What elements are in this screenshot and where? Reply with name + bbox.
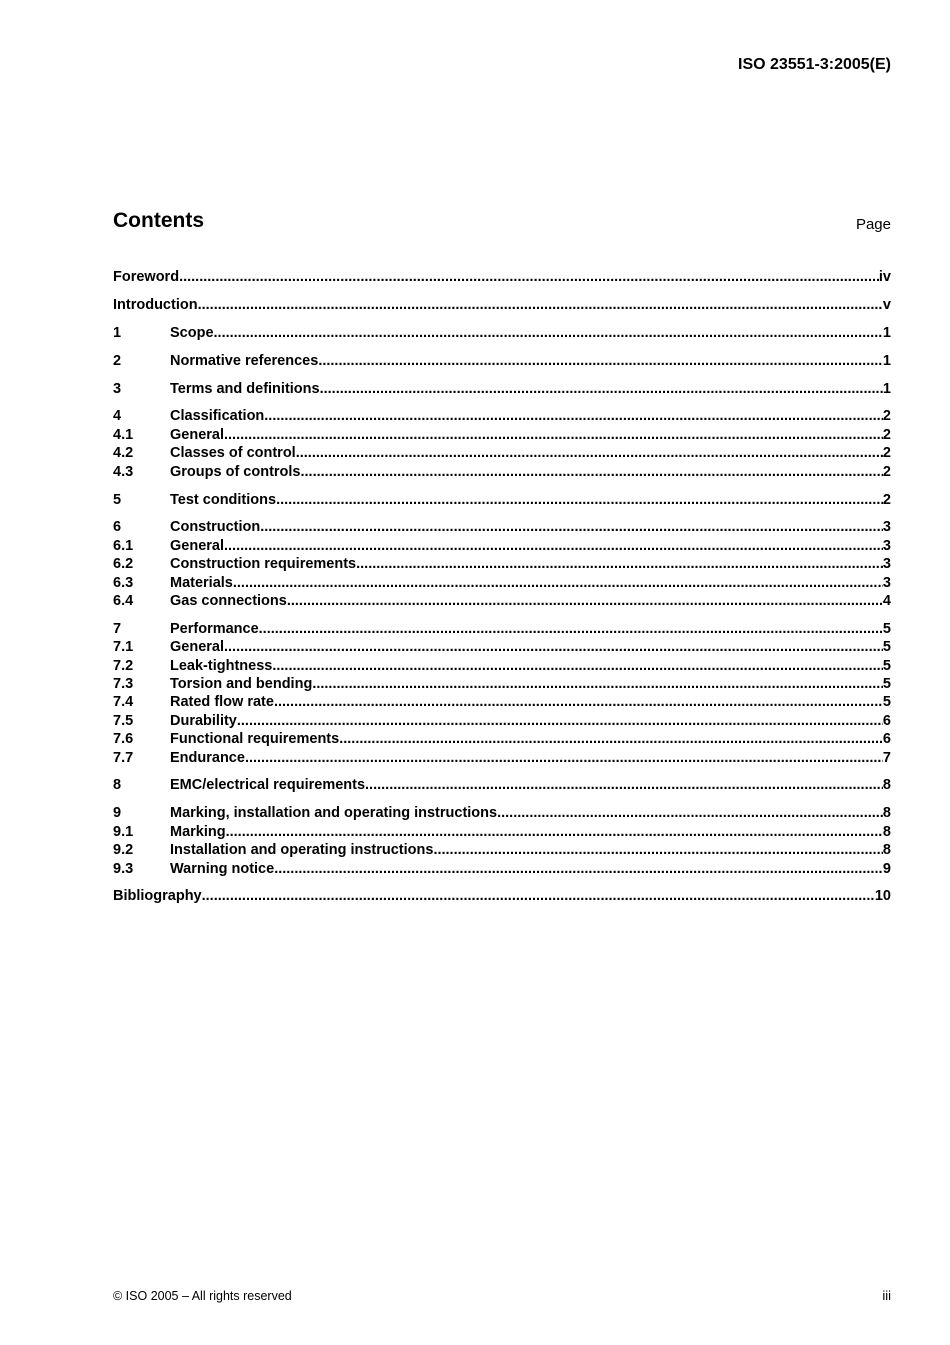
toc-entry-page: 8 bbox=[882, 842, 891, 859]
toc-entry-page: 3 bbox=[882, 574, 891, 591]
toc-entry-number: 6.3 bbox=[113, 574, 134, 591]
toc-leader-dots bbox=[233, 575, 883, 591]
toc-entry-page: 2 bbox=[882, 426, 891, 443]
toc-leader-dots bbox=[226, 824, 883, 840]
toc-entry[interactable] bbox=[113, 464, 891, 482]
toc-entry-label: Classes of control bbox=[170, 445, 296, 462]
toc-entry-number: 7 bbox=[113, 620, 122, 637]
toc-entry-label: Foreword bbox=[113, 269, 180, 285]
toc-entry-page: 3 bbox=[882, 519, 891, 536]
toc-leader-dots bbox=[274, 861, 883, 877]
toc-entry[interactable] bbox=[113, 750, 891, 768]
toc-entry-page: 2 bbox=[882, 408, 891, 425]
toc-entry-number: 6.4 bbox=[113, 592, 134, 609]
toc-entry[interactable] bbox=[113, 427, 891, 445]
toc-entry-label: Marking bbox=[170, 823, 226, 840]
toc-entry-number: 2 bbox=[113, 352, 122, 369]
toc-entry-page: 10 bbox=[874, 888, 891, 905]
toc-entry-label: Warning notice bbox=[170, 860, 275, 877]
toc-entry-page: 1 bbox=[882, 380, 891, 397]
toc-entry[interactable] bbox=[113, 777, 891, 795]
toc-entry-page: 7 bbox=[882, 749, 891, 766]
toc-entry-page: 8 bbox=[882, 823, 891, 840]
toc-entry-label: Installation and operating instructions bbox=[170, 842, 434, 859]
toc-entry-label: Marking, installation and operating instructions bbox=[170, 805, 498, 822]
toc-leader-dots bbox=[224, 639, 883, 655]
toc-leader-dots bbox=[224, 538, 883, 554]
toc-entry-label: Endurance bbox=[170, 749, 245, 766]
toc-entry-page: 5 bbox=[882, 639, 891, 656]
toc-entry-label: Scope bbox=[170, 324, 214, 341]
toc-entry-page: 5 bbox=[882, 620, 891, 637]
toc-entry-number: 6 bbox=[113, 519, 122, 536]
toc-entry-label: Rated flow rate bbox=[170, 694, 274, 711]
toc-entry[interactable] bbox=[113, 658, 891, 676]
toc-leader-dots bbox=[320, 381, 883, 397]
toc-entry-number: 7.3 bbox=[113, 676, 134, 693]
toc-leader-dots bbox=[198, 297, 883, 313]
toc-entry[interactable] bbox=[113, 731, 891, 749]
toc-entry[interactable] bbox=[113, 297, 891, 315]
toc-entry-label: Functional requirements bbox=[170, 731, 340, 748]
toc-entry-number: 7.5 bbox=[113, 712, 134, 729]
footer-copyright: © ISO 2005 – All rights reserved bbox=[113, 1289, 292, 1303]
toc-leader-dots bbox=[356, 556, 883, 572]
toc-entry-page: 5 bbox=[882, 657, 891, 674]
toc-leader-dots bbox=[260, 519, 883, 535]
toc-entry-number: 7.6 bbox=[113, 731, 134, 748]
toc-entry[interactable] bbox=[113, 269, 891, 287]
toc-leader-dots bbox=[259, 621, 883, 637]
toc-entry-label: Introduction bbox=[113, 296, 198, 313]
toc-leader-dots bbox=[301, 464, 883, 480]
toc-entry-page: v bbox=[882, 296, 891, 313]
toc-entry[interactable] bbox=[113, 593, 891, 611]
toc-entry-number: 9.3 bbox=[113, 860, 134, 877]
toc-entry[interactable] bbox=[113, 519, 891, 537]
toc-leader-dots bbox=[202, 888, 875, 904]
toc-entry[interactable] bbox=[113, 621, 891, 639]
table-of-contents bbox=[113, 269, 891, 907]
toc-entry-number: 9.1 bbox=[113, 823, 134, 840]
toc-entry[interactable] bbox=[113, 713, 891, 731]
toc-leader-dots bbox=[224, 427, 883, 443]
toc-leader-dots bbox=[274, 694, 883, 710]
toc-entry-number: 7.7 bbox=[113, 749, 134, 766]
toc-entry-number: 1 bbox=[113, 324, 122, 341]
toc-entry-number: 5 bbox=[113, 491, 122, 508]
toc-entry-page: 1 bbox=[882, 324, 891, 341]
toc-entry-number: 9 bbox=[113, 805, 122, 822]
toc-entry-number: 7.4 bbox=[113, 694, 134, 711]
toc-entry-page: 6 bbox=[882, 712, 891, 729]
toc-entry-label: Construction requirements bbox=[170, 556, 357, 573]
toc-leader-dots bbox=[339, 731, 883, 747]
toc-entry[interactable] bbox=[113, 538, 891, 556]
toc-entry-label: General bbox=[170, 639, 224, 656]
toc-entry-label: Classification bbox=[170, 408, 265, 425]
toc-entry-page: 1 bbox=[882, 352, 891, 369]
toc-leader-dots bbox=[237, 713, 883, 729]
toc-leader-dots bbox=[245, 750, 883, 766]
toc-entry-page: 9 bbox=[882, 860, 891, 877]
toc-entry-label: Groups of controls bbox=[170, 463, 301, 480]
page-column-label: Page bbox=[855, 216, 891, 233]
toc-entry-page: 6 bbox=[882, 731, 891, 748]
toc-entry-label: General bbox=[170, 426, 224, 443]
toc-entry[interactable] bbox=[113, 676, 891, 694]
toc-entry-number: 6.2 bbox=[113, 556, 134, 573]
document-id: ISO 23551-3:2005(E) bbox=[738, 56, 891, 73]
toc-entry[interactable] bbox=[113, 842, 891, 860]
toc-entry-number: 7.1 bbox=[113, 639, 134, 656]
toc-entry-number: 8 bbox=[113, 777, 122, 794]
toc-leader-dots bbox=[497, 805, 883, 821]
toc-entry-number: 4.2 bbox=[113, 445, 134, 462]
toc-leader-dots bbox=[433, 842, 882, 858]
toc-entry-label: General bbox=[170, 537, 224, 554]
toc-leader-dots bbox=[276, 492, 883, 508]
toc-entry[interactable] bbox=[113, 861, 891, 879]
toc-leader-dots bbox=[214, 325, 883, 341]
toc-entry-label: Gas connections bbox=[170, 592, 287, 609]
toc-entry-number: 6.1 bbox=[113, 537, 134, 554]
toc-entry[interactable] bbox=[113, 325, 891, 343]
toc-entry[interactable] bbox=[113, 639, 891, 657]
toc-leader-dots bbox=[272, 658, 883, 674]
toc-leader-dots bbox=[318, 353, 883, 369]
toc-entry-page: 2 bbox=[882, 463, 891, 480]
contents-title: Contents bbox=[113, 209, 204, 232]
toc-leader-dots bbox=[287, 593, 883, 609]
toc-entry-page: 3 bbox=[882, 537, 891, 554]
toc-entry-number: 7.2 bbox=[113, 657, 134, 674]
toc-entry-label: Normative references bbox=[170, 352, 319, 369]
toc-entry-page: 2 bbox=[882, 445, 891, 462]
toc-entry[interactable] bbox=[113, 445, 891, 463]
toc-entry-page: 4 bbox=[882, 592, 891, 609]
toc-entry-label: Terms and definitions bbox=[170, 380, 320, 397]
toc-entry-label: Torsion and bending bbox=[170, 676, 313, 693]
toc-leader-dots bbox=[296, 445, 883, 461]
toc-entry[interactable] bbox=[113, 824, 891, 842]
toc-entry[interactable] bbox=[113, 556, 891, 574]
toc-entry-label: Test conditions bbox=[170, 491, 277, 508]
toc-leader-dots bbox=[365, 777, 883, 793]
toc-leader-dots bbox=[264, 408, 883, 424]
toc-entry-number: 4 bbox=[113, 408, 122, 425]
toc-entry-label: Materials bbox=[170, 574, 233, 591]
toc-entry[interactable] bbox=[113, 888, 891, 906]
toc-entry[interactable] bbox=[113, 353, 891, 371]
toc-entry-number: 4.3 bbox=[113, 463, 134, 480]
toc-entry-label: Performance bbox=[170, 620, 259, 637]
toc-leader-dots bbox=[179, 269, 879, 285]
toc-entry-label: EMC/electrical requirements bbox=[170, 777, 366, 794]
toc-entry[interactable] bbox=[113, 694, 891, 712]
toc-entry-page: 3 bbox=[882, 556, 891, 573]
toc-entry-page: 5 bbox=[882, 694, 891, 711]
toc-entry-page: 2 bbox=[882, 491, 891, 508]
toc-entry-label: Construction bbox=[170, 519, 261, 536]
footer-page-number: iii bbox=[882, 1288, 891, 1303]
toc-entry-number: 4.1 bbox=[113, 426, 134, 443]
toc-entry[interactable] bbox=[113, 492, 891, 510]
toc-entry-number: 3 bbox=[113, 380, 122, 397]
toc-entry-label: Bibliography bbox=[113, 888, 202, 905]
toc-entry-page: 5 bbox=[882, 676, 891, 693]
toc-entry[interactable] bbox=[113, 805, 891, 823]
toc-entry-page: 8 bbox=[882, 777, 891, 794]
toc-entry-label: Leak-tightness bbox=[170, 657, 273, 674]
toc-entry[interactable] bbox=[113, 381, 891, 399]
toc-leader-dots bbox=[312, 676, 883, 692]
toc-entry-page: iv bbox=[878, 269, 891, 285]
toc-entry-label: Durability bbox=[170, 712, 237, 729]
toc-entry-number: 9.2 bbox=[113, 842, 134, 859]
toc-entry-page: 8 bbox=[882, 805, 891, 822]
toc-entry[interactable] bbox=[113, 575, 891, 593]
toc-entry[interactable] bbox=[113, 408, 891, 426]
